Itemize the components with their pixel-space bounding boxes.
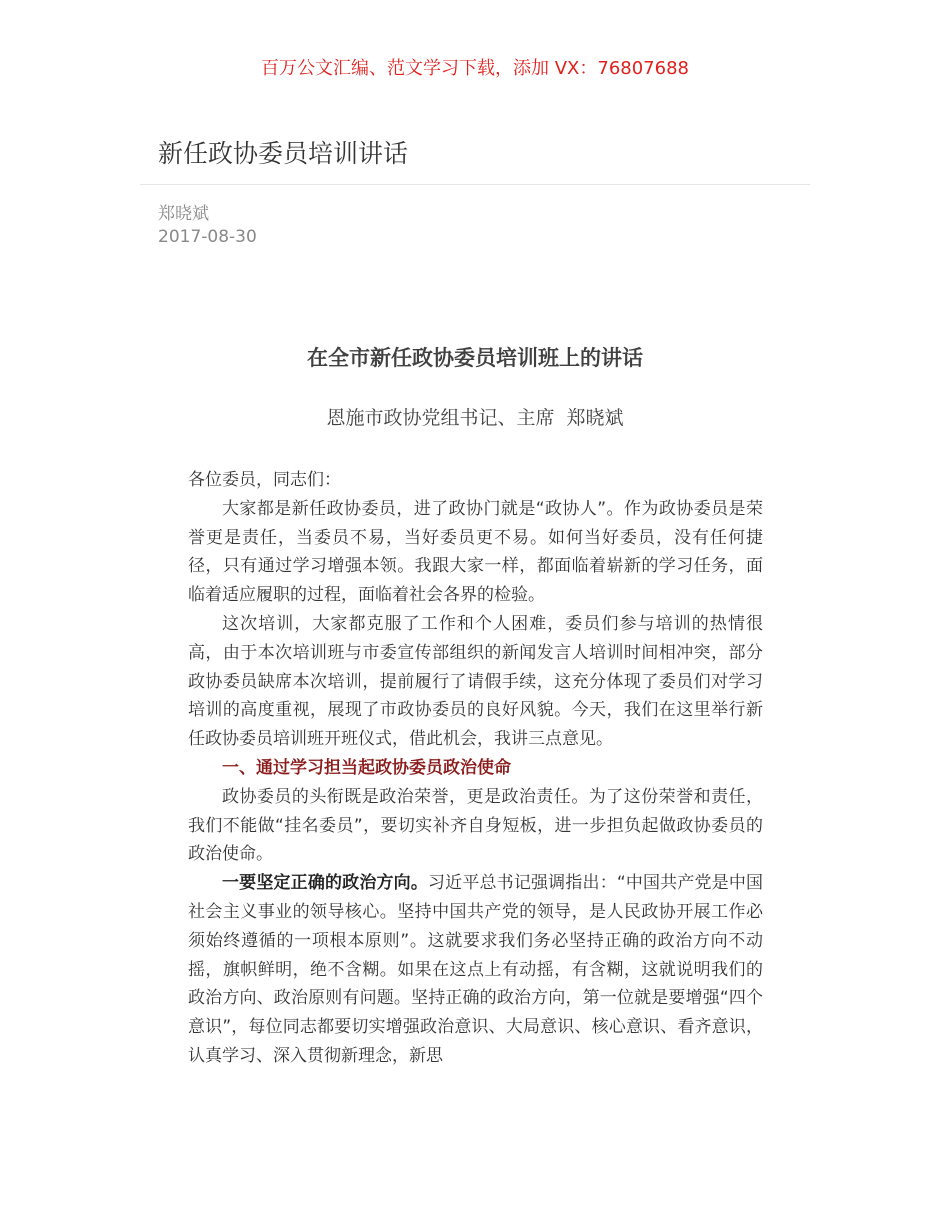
publish-date: 2017-08-30 (158, 227, 257, 247)
page-title: 新任政协委员培训讲话 (158, 139, 409, 168)
article-meta (158, 203, 257, 249)
paragraph: 大家都是新任政协委员，进了政协门就是“政协人”。作为政协委员是荣誉更是责任，当委员不易，当好委员更不易。如何当好委员，没有任何捷径，只有通过学习增强本领。我跟大家一样，都面临着崭新的学习任务，面临着适应履职的过程，面临着社会各界的检验。 (188, 498, 763, 606)
title-divider (140, 184, 810, 185)
paragraph-lead: 一要坚定正确的政治方向。 (222, 873, 429, 894)
paragraph: 政协委员的头衔既是政治荣誉，更是政治责任。为了这份荣誉和责任，我们不能做“挂名委员”，要切实补齐自身短板，进一步担负起做政协委员的政治使命。 (188, 786, 763, 865)
speech-title: 在全市新任政协委员培训班上的讲话 (307, 346, 643, 370)
paragraph (188, 869, 763, 1071)
speech-body (188, 466, 763, 1071)
section-heading: 一、通过学习担当起政协委员政治使命 (222, 757, 511, 778)
download-banner: 百万公文汇编、范文学习下载，添加 VX：76807688 (261, 58, 689, 79)
paragraph-rest: 习近平总书记强调指出：“中国共产党是中国社会主义事业的领导核心。坚持中国共产党的领导，是人民政协开展工作必须始终遵循的一项根本原则”。这就要求我们务必坚持正确的政治方向不动摇，旗帜鲜明，绝不含糊。如果在这点上有动摇，有含糊，这就说明我们的政治方向、政治原则有问题。坚持正确的政治方向，第一位就是要增强“四个意识”，每位同志都要切实增强政治意识、大局意识、核心意识、看齐意识，认真学习、深入贯彻新理念，新思 (188, 873, 764, 1066)
paragraph: 这次培训，大家都克服了工作和个人困难，委员们参与培训的热情很高，由于本次培训班与市委宣传部组织的新闻发言人培训时间相冲突，部分政协委员缺席本次培训，提前履行了请假手续，这充分体现了委员们对学习培训的高度重视，展现了市政协委员的良好风貌。今天，我们在这里举行新任政协委员培训班开班仪式，借此机会，我讲三点意见。 (188, 613, 763, 750)
greeting: 各位委员，同志们： (188, 470, 341, 490)
author-name: 郑晓斌 (158, 204, 209, 224)
speech-subtitle: 恩施市政协党组书记、主席 郑晓斌 (326, 407, 624, 429)
